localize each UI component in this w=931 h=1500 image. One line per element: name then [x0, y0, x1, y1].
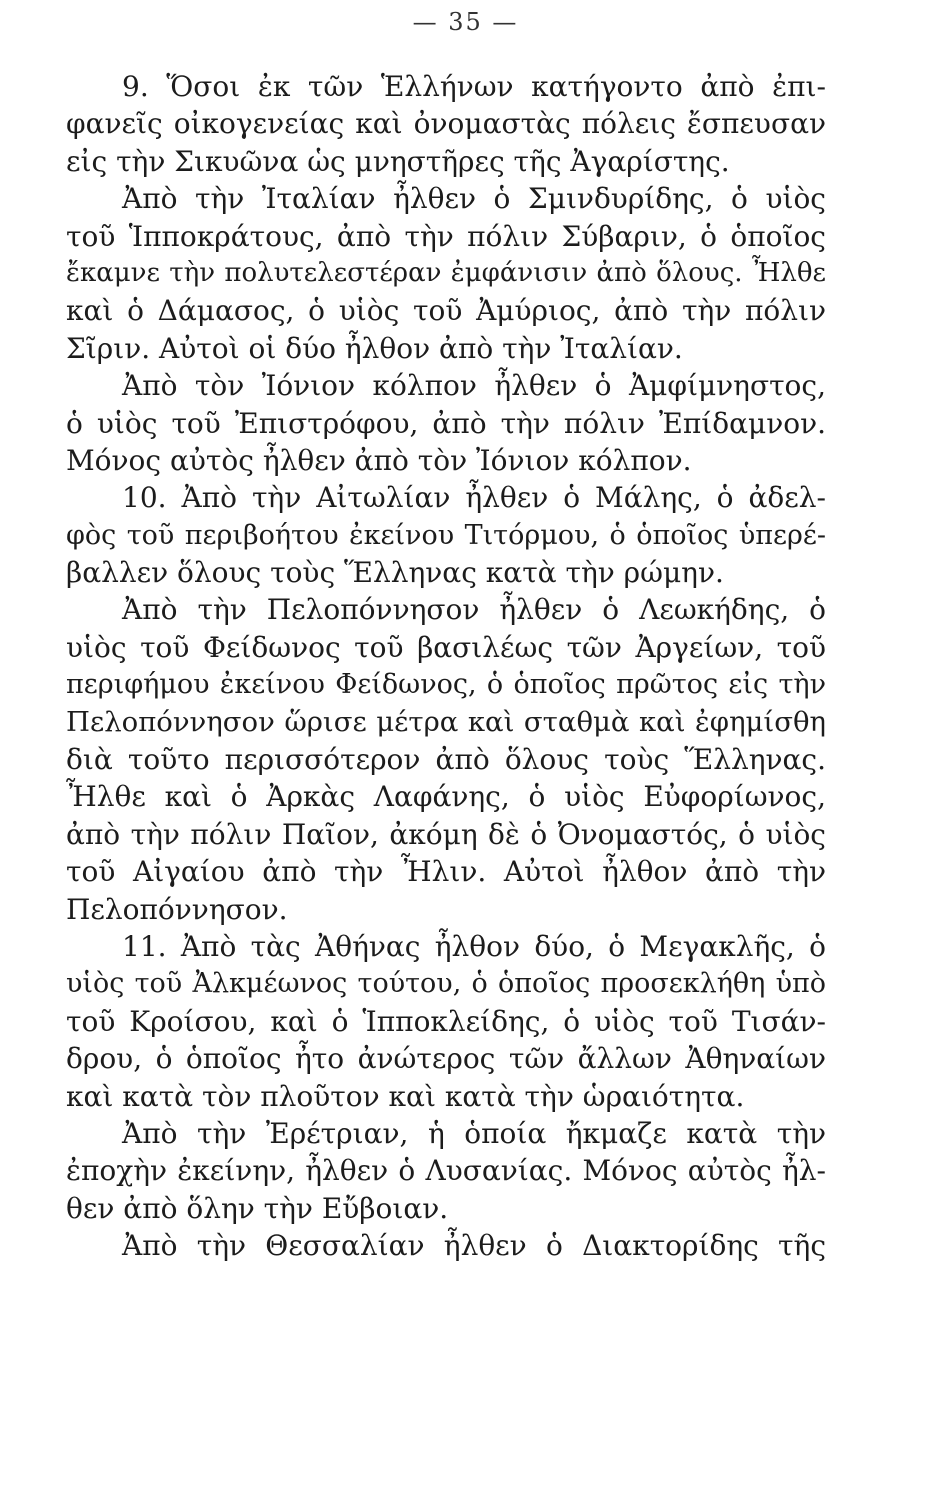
text-line: Πελοπόννησον ὥρισε μέτρα καὶ σταθμὰ καὶ ἐφημίσθη [66, 705, 826, 738]
text-line: Ἀπὸ τὴν Πελοπόννησον ἦλθεν ὁ Λεωκήδης, ὁ [122, 593, 826, 627]
page-body-text [66, 68, 826, 1265]
text-line: φὸς τοῦ περιβοήτου ἐκείνου Τιτόρμου, ὁ ὁποῖος ὑπερέ- [66, 519, 826, 551]
text-line: ἔκαμνε τὴν πολυτελεστέραν ἐμφάνισιν ἀπὸ ὅλους. Ἦλθε [66, 257, 826, 288]
text-line: τοῦ Ἱπποκράτους, ἀπὸ τὴν πόλιν Σύβαριν, ὁ ὁποῖος [66, 219, 826, 253]
page-number: — 35 — [412, 8, 519, 36]
text-line: τοῦ Αἰγαίου ἀπὸ τὴν Ἦλιν. Αὐτοὶ ἦλθον ἀπὸ τὴν [66, 855, 826, 889]
text-line: καὶ κατὰ τὸν πλοῦτον καὶ κατὰ τὴν ὡραιότητα. [66, 1079, 745, 1113]
text-line: υἱὸς τοῦ Ἀλκμέωνος τούτου, ὁ ὁποῖος προσεκλήθη ὑπὸ [66, 968, 826, 1000]
text-line: 10. Ἀπὸ τὴν Αἰτωλίαν ἦλθεν ὁ Μάλης, ὁ ἀδελ- [122, 481, 826, 515]
text-line: Ἦλθε καὶ ὁ Ἀρκὰς Λαφάνης, ὁ υἱὸς Εὐφορίωνος, [66, 780, 826, 814]
text-line: ἀπὸ τὴν πόλιν Παῖον, ἀκόμη δὲ ὁ Ὀνομαστός, ὁ υἱὸς [66, 817, 826, 851]
text-line: περιφήμου ἐκείνου Φείδωνος, ὁ ὁποῖος πρῶτος εἰς τὴν [66, 669, 826, 701]
text-line: Ἀπὸ τὴν Θεσσαλίαν ἦλθεν ὁ Διακτορίδης τῆς [122, 1229, 826, 1263]
text-line: Ἀπὸ τὴν Ἐρέτριαν, ἡ ὁποία ἤκμαζε κατὰ τὴν [122, 1116, 826, 1150]
text-line: καὶ ὁ Δάμασος, ὁ υἱὸς τοῦ Ἀμύριος, ἀπὸ τὴν πόλιν [66, 294, 826, 328]
text-line: βαλλεν ὅλους τοὺς Ἕλληνας κατὰ τὴν ρώμην. [66, 556, 724, 590]
text-line: διὰ τοῦτο περισσότερον ἀπὸ ὅλους τοὺς Ἕλληνας. [66, 743, 826, 777]
text-line: φανεῖς οἰκογενείας καὶ ὀνομαστὰς πόλεις ἔσπευσαν [66, 107, 826, 141]
text-line: θεν ἀπὸ ὅλην τὴν Εὔβοιαν. [66, 1191, 449, 1225]
text-line: Πελοπόννησον. [66, 892, 288, 926]
text-line: υἱὸς τοῦ Φείδωνος τοῦ βασιλέως τῶν Ἀργείων, τοῦ [66, 630, 826, 664]
text-line: ὁ υἱὸς τοῦ Ἐπιστρόφου, ἀπὸ τὴν πόλιν Ἐπίδαμνον. [66, 406, 826, 440]
text-line: δρου, ὁ ὁποῖος ἦτο ἀνώτερος τῶν ἄλλων Ἀθηναίων [66, 1042, 826, 1076]
text-line: Ἀπὸ τὴν Ἰταλίαν ἦλθεν ὁ Σμινδυρίδης, ὁ υἱὸς [122, 182, 826, 216]
text-line: τοῦ Κροίσου, καὶ ὁ Ἱπποκλείδης, ὁ υἱὸς τοῦ Τισάν- [66, 1004, 826, 1038]
text-line: ἐποχὴν ἐκείνην, ἦλθεν ὁ Λυσανίας. Μόνος αὐτὸς ἦλ- [66, 1154, 826, 1188]
text-line: Ἀπὸ τὸν Ἰόνιον κόλπον ἦλθεν ὁ Ἀμφίμνηστος, [122, 369, 826, 403]
text-line: 11. Ἀπὸ τὰς Ἀθήνας ἦλθον δύο, ὁ Μεγακλῆς, ὁ [122, 929, 826, 963]
text-line: Μόνος αὐτὸς ἦλθεν ἀπὸ τὸν Ἰόνιον κόλπον. [66, 443, 692, 477]
text-line: Σῖριν. Αὐτοὶ οἱ δύο ἦλθον ἀπὸ τὴν Ἰταλίαν. [66, 331, 683, 365]
text-line: εἰς τὴν Σικυῶνα ὡς μνηστῆρες τῆς Ἀγαρίστης. [66, 144, 730, 178]
text-line: 9. Ὅσοι ἐκ τῶν Ἑλλήνων κατήγοντο ἀπὸ ἐπι- [122, 70, 826, 103]
